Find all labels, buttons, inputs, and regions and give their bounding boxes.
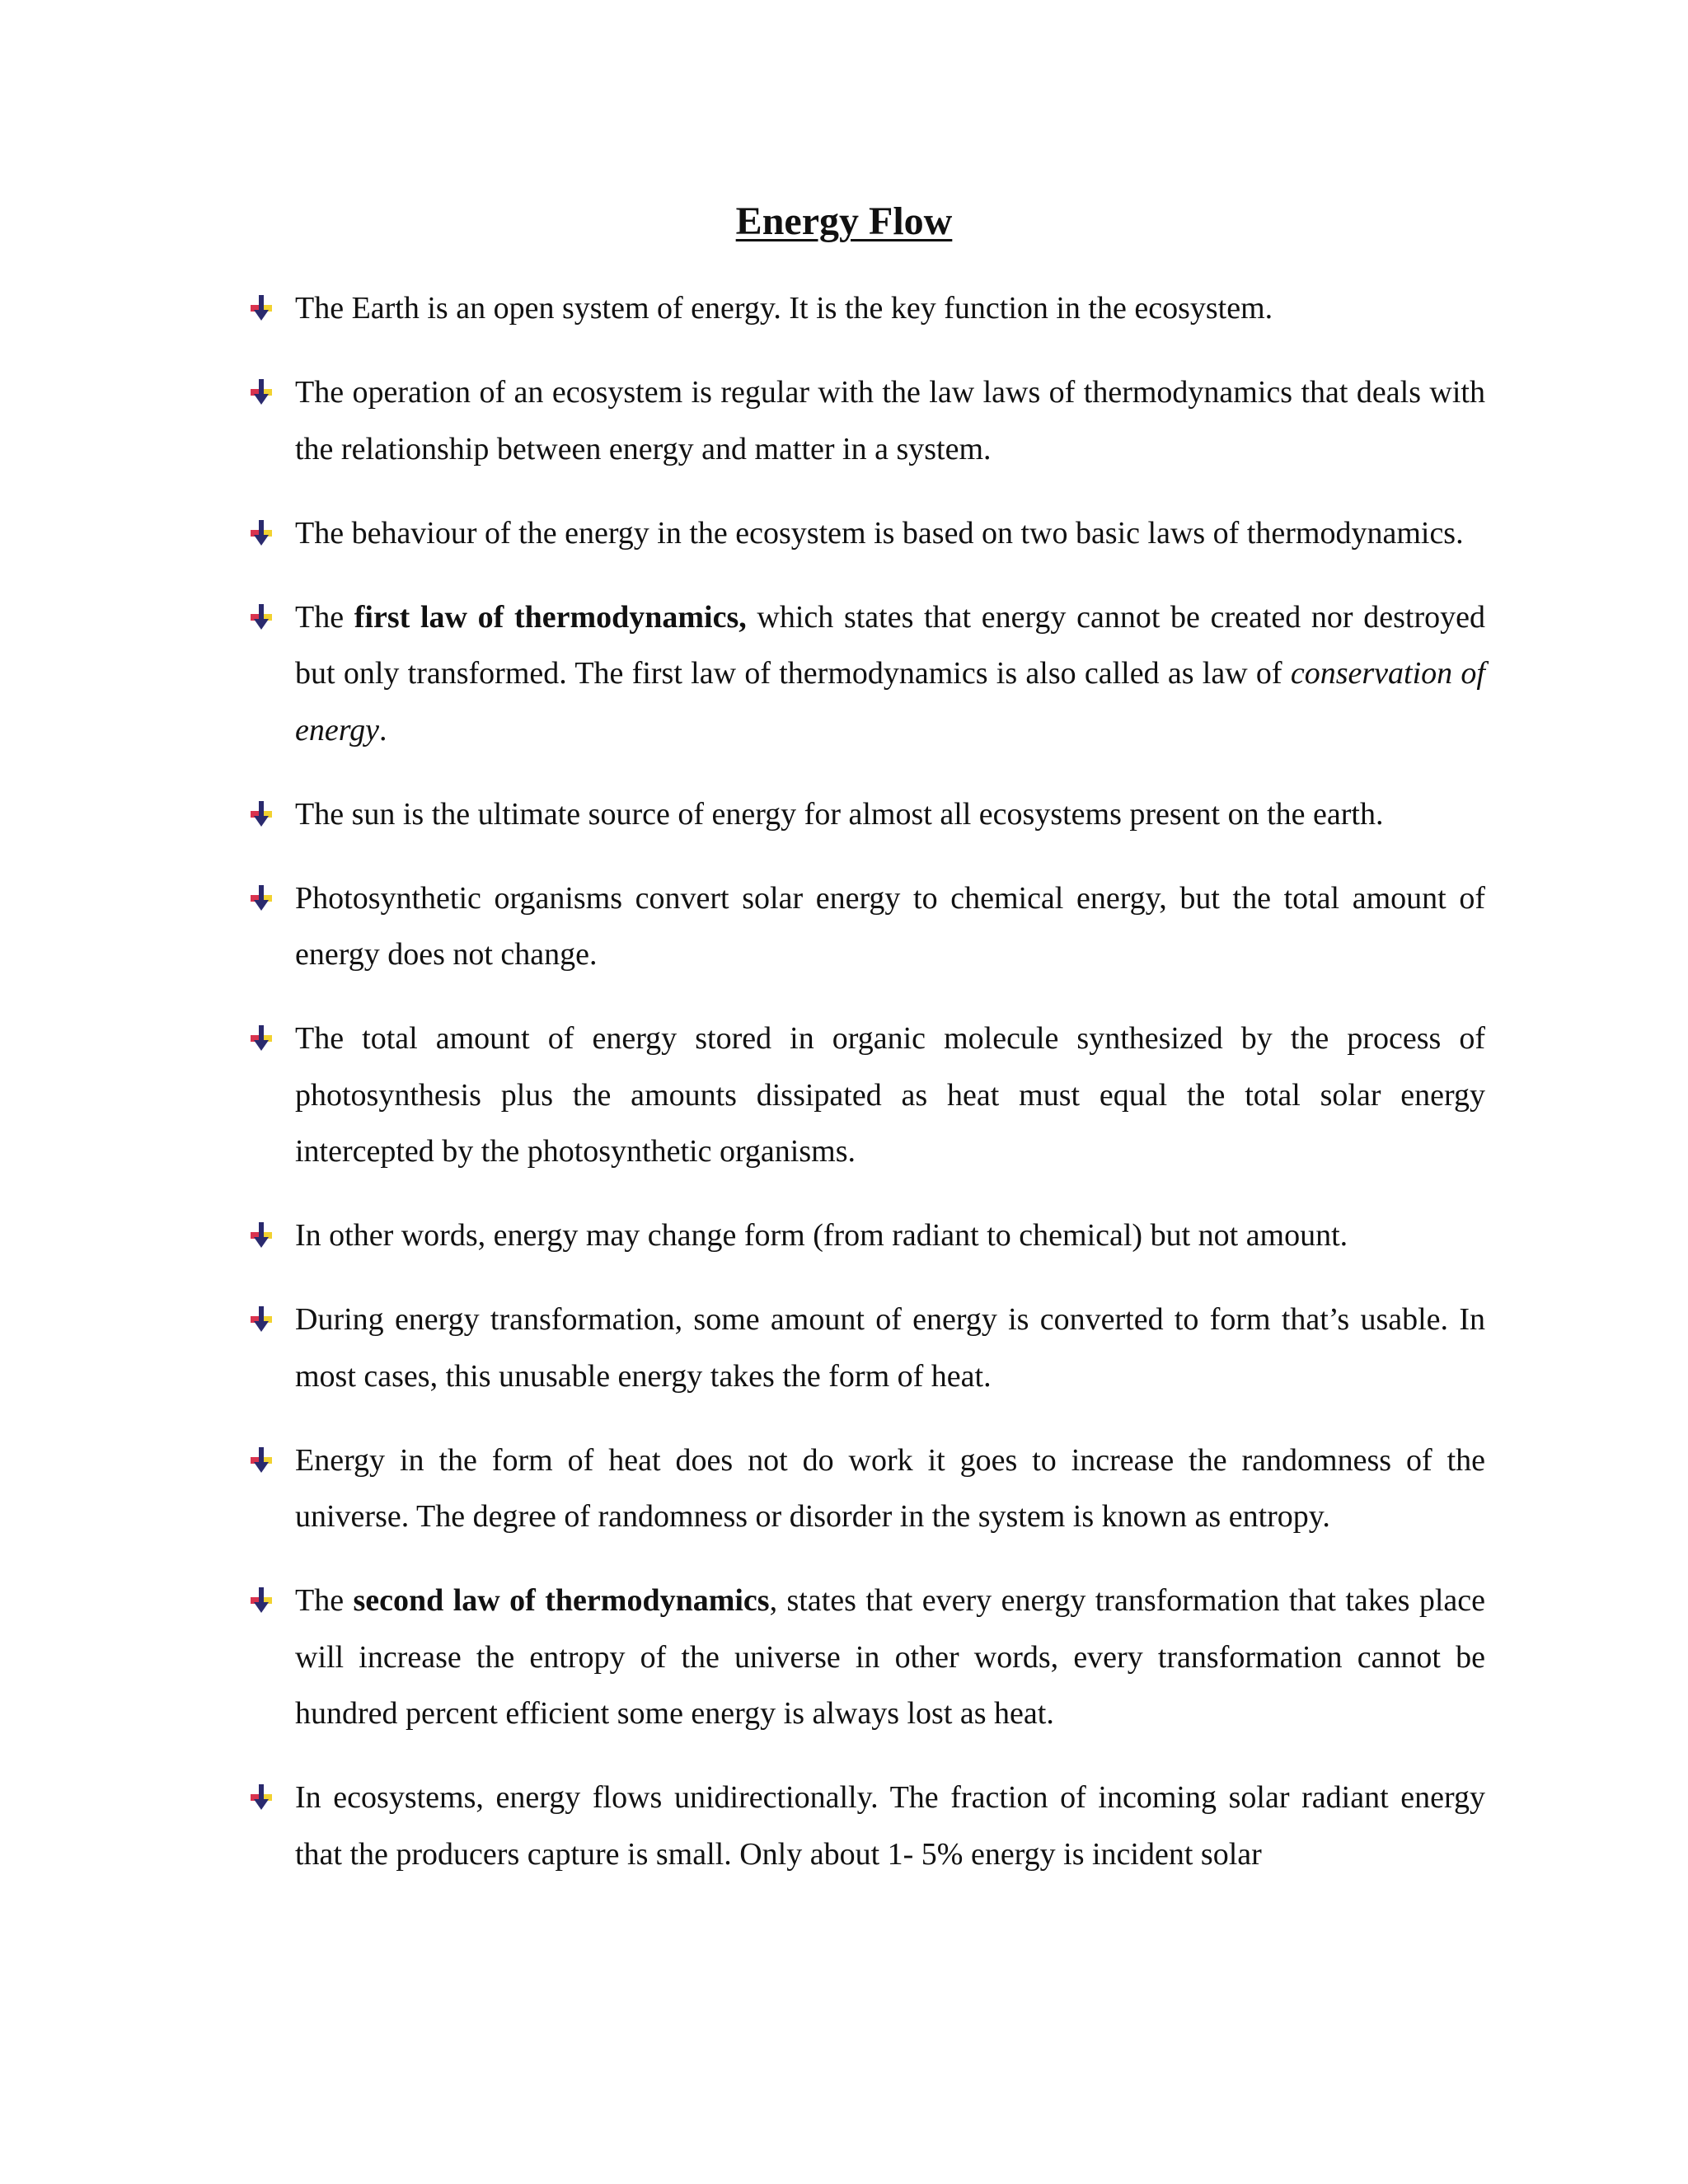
list-item — [247, 280, 1485, 337]
arrow-bullet-icon — [247, 518, 275, 548]
list-item-text: Energy in the form of heat does not do work it goes to increase the randomness of the universe. The degree of randomness or disorder in the system is known as entropy. — [295, 1442, 1485, 1534]
list-item — [247, 1769, 1485, 1882]
list-item — [247, 1572, 1485, 1742]
list-item-text: , states that every energy transformation that takes place will increase the entropy of the universe in other words, every transformation cannot be hundred percent efficient some energy is always lost as heat. — [295, 1583, 1485, 1731]
list-item — [247, 364, 1485, 477]
list-item-text: The operation of an ecosystem is regular with the law laws of thermodynamics that deals with the relationship between energy and matter in a system. — [295, 375, 1485, 466]
page-title — [0, 196, 1688, 247]
list-item-text: The total amount of energy stored in organic molecule synthesized by the process of photosynthesis plus the amounts dissipated as heat must equal the total solar energy intercepted by the photosynthetic organisms. — [295, 1021, 1485, 1169]
arrow-bullet-icon — [247, 1446, 275, 1475]
second-law-term: second law of thermodynamics — [353, 1583, 770, 1618]
first-law-term: first law of thermodynamics, — [354, 599, 747, 635]
arrow-bullet-icon — [247, 1221, 275, 1250]
list-item-text: The — [295, 599, 354, 635]
list-item-text: The behaviour of the energy in the ecosystem is based on two basic laws of thermodynamics. — [295, 515, 1464, 551]
list-item — [247, 1207, 1485, 1264]
list-item-text: In ecosystems, energy flows unidirectionally. The fraction of incoming solar radiant energy that the producers capture is small. Only about 1- 5% energy is incident solar — [295, 1780, 1485, 1872]
list-item-text: The sun is the ultimate source of energy for almost all ecosystems present on the earth. — [295, 796, 1384, 832]
list-item — [247, 1432, 1485, 1545]
arrow-bullet-icon — [247, 293, 275, 323]
arrow-bullet-icon — [247, 1783, 275, 1812]
list-item — [247, 1010, 1485, 1180]
arrow-bullet-icon — [247, 883, 275, 913]
list-item-text: The Earth is an open system of energy. It is the key function in the ecosystem. — [295, 291, 1273, 326]
arrow-bullet-icon — [247, 799, 275, 829]
list-item-text: Photosynthetic organisms convert solar energy to chemical energy, but the total amount of energy does not change. — [295, 880, 1485, 972]
list-item-text: which states that energy cannot be created nor destroyed but only transformed. The first law of thermodynamics is also called as law of — [295, 599, 1485, 691]
arrow-bullet-icon — [247, 1024, 275, 1053]
bullet-list — [247, 280, 1485, 1910]
list-item — [247, 870, 1485, 983]
list-item — [247, 1291, 1485, 1404]
list-item-text: During energy transformation, some amount of energy is converted to form that’s usable. In most cases, this unusable energy takes the form of heat. — [295, 1302, 1485, 1394]
list-item-text: . — [378, 712, 387, 748]
list-item-text: In other words, energy may change form (from radiant to chemical) but not amount. — [295, 1218, 1348, 1253]
arrow-bullet-icon — [247, 602, 275, 632]
arrow-bullet-icon — [247, 1305, 275, 1334]
page-title-text: Energy Flow — [735, 199, 953, 243]
arrow-bullet-icon — [247, 1586, 275, 1615]
conservation-term: conservation of energy — [295, 656, 1485, 748]
list-item-text: The — [295, 1583, 354, 1618]
arrow-bullet-icon — [247, 377, 275, 407]
list-item — [247, 786, 1485, 843]
list-item — [247, 589, 1485, 759]
list-item — [247, 505, 1485, 562]
